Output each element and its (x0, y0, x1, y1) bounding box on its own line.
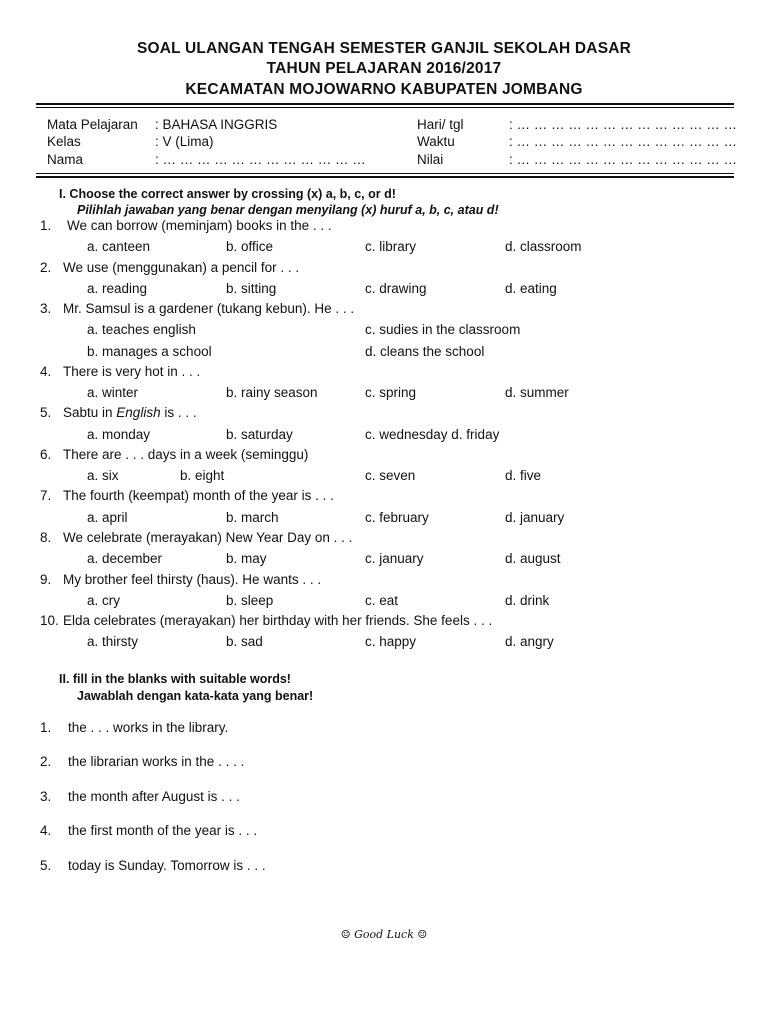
option-a: a. six (87, 468, 119, 483)
question-number: 10. (40, 613, 59, 628)
info-rule-bottom (36, 176, 734, 178)
option-b: b. sad (226, 634, 263, 649)
fill-number: 1. (40, 720, 52, 735)
option-b: b. sleep (226, 593, 274, 608)
fill-number: 2. (40, 754, 52, 769)
section-1-title: I. Choose the correct answer by crossing (x) a, b, c, or d! (59, 187, 396, 201)
option-b: b. march (226, 510, 279, 525)
option-a: a. winter (87, 385, 139, 400)
option-b: b. may (226, 551, 267, 566)
question-text-italic: English (116, 405, 161, 420)
section-2-subtitle: Jawablah dengan kata-kata yang benar! (77, 689, 314, 703)
fill-text: the first month of the year is . . . (68, 823, 258, 838)
option-d: d. summer (505, 385, 569, 400)
question-text: My brother feel thirsty (haus). He wants . . . (63, 572, 322, 587)
option-c: c. spring (365, 385, 417, 400)
header-rule-top-thin (36, 107, 734, 108)
info-label-date: Hari/ tgl (417, 117, 464, 132)
header-rule-top (36, 103, 734, 105)
option-a: a. april (87, 510, 128, 525)
info-value-subject: : BAHASA INGGRIS (155, 117, 278, 132)
question-text: Elda celebrates (merayakan) her birthday with her friends. She feels . . . (63, 613, 493, 628)
option-a: a. canteen (87, 239, 151, 254)
info-value-time: : … … … … … … … … … … … … … (509, 134, 738, 149)
good-luck-footer (0, 928, 768, 941)
fill-text: the librarian works in the . . . . (68, 754, 245, 769)
question-number: 1. (40, 218, 52, 233)
option-c: c. february (365, 510, 429, 525)
question-number: 5. (40, 405, 52, 420)
option-b: b. saturday (226, 427, 293, 442)
option-d: d. eating (505, 281, 557, 296)
option-d: d. five (505, 468, 542, 483)
option-a: a. monday (87, 427, 151, 442)
question-number: 6. (40, 447, 52, 462)
info-value-date: : … … … … … … … … … … … … … (509, 117, 738, 132)
fill-number: 4. (40, 823, 52, 838)
info-rule-thin (36, 173, 734, 174)
info-value-name: : … … … … … … … … … … … … (155, 152, 366, 167)
title-line-1: SOAL ULANGAN TENGAH SEMESTER GANJIL SEKOLAH DASAR (136, 40, 632, 57)
section-2-title: II. fill in the blanks with suitable words! (59, 672, 291, 686)
fill-text: today is Sunday. Tomorrow is . . . (68, 858, 266, 873)
smiley-icon: ☺ (417, 928, 428, 941)
question-text: There is very hot in . . . (63, 364, 201, 379)
option-a: a. teaches english (87, 322, 196, 337)
question-number: 9. (40, 572, 52, 587)
question-text-before: Sabtu in (63, 405, 117, 420)
section-1-subtitle: Pilihlah jawaban yang benar dengan menyilang (x) huruf a, b, c, atau d! (77, 203, 499, 217)
option-a: a. cry (87, 593, 121, 608)
option-c: c. january (365, 551, 424, 566)
option-c: c. drawing (365, 281, 427, 296)
option-c: c. happy (365, 634, 417, 649)
option-c: c. seven (365, 468, 416, 483)
option-d: d. classroom (505, 239, 582, 254)
question-text: Mr. Samsul is a gardener (tukang kebun). He . . . (63, 301, 355, 316)
question-text (63, 405, 197, 420)
info-value-class: : V (Lima) (155, 134, 214, 149)
question-number: 7. (40, 488, 52, 503)
question-number: 2. (40, 260, 52, 275)
info-label-time: Waktu (417, 134, 455, 149)
option-b: b. sitting (226, 281, 277, 296)
smiley-icon: ☺ (340, 928, 351, 941)
option-b: b. rainy season (226, 385, 318, 400)
option-a: a. december (87, 551, 163, 566)
option-d: d. january (505, 510, 565, 525)
option-d: d. angry (505, 634, 554, 649)
option-b: b. eight (180, 468, 225, 483)
option-c: c. eat (365, 593, 399, 608)
fill-text: the month after August is . . . (68, 789, 240, 804)
fill-number: 5. (40, 858, 52, 873)
good-luck-text: Good Luck (354, 928, 414, 941)
question-number: 4. (40, 364, 52, 379)
option-c: c. library (365, 239, 417, 254)
option-b: b. office (226, 239, 274, 254)
option-c: c. sudies in the classroom (365, 322, 521, 337)
info-value-score: : … … … … … … … … … … … … … (509, 152, 738, 167)
fill-text: the . . . works in the library. (68, 720, 229, 735)
question-number: 3. (40, 301, 52, 316)
info-label-class: Kelas (47, 134, 81, 149)
option-d: d. drink (505, 593, 550, 608)
question-text: We use (menggunakan) a pencil for . . . (63, 260, 300, 275)
option-a: a. thirsty (87, 634, 139, 649)
question-text: There are . . . days in a week (seminggu) (63, 447, 309, 462)
option-d: d. cleans the school (365, 344, 485, 359)
title-line-3: KECAMATAN MOJOWARNO KABUPATEN JOMBANG (185, 81, 583, 98)
title-line-2: TAHUN PELAJARAN 2016/2017 (266, 60, 502, 77)
info-label-score: Nilai (417, 152, 444, 167)
option-d: d. august (505, 551, 561, 566)
option-b: b. manages a school (87, 344, 212, 359)
info-label-name: Nama (47, 152, 84, 167)
question-text-after: is . . . (160, 405, 197, 420)
question-number: 8. (40, 530, 52, 545)
fill-number: 3. (40, 789, 52, 804)
option-c-d: c. wednesday d. friday (365, 427, 500, 442)
option-a: a. reading (87, 281, 148, 296)
info-label-subject: Mata Pelajaran (47, 117, 138, 132)
question-text: We celebrate (merayakan) New Year Day on . . . (63, 530, 353, 545)
question-text: We can borrow (meminjam) books in the . . . (67, 218, 332, 233)
question-text: The fourth (keempat) month of the year is . . . (63, 488, 334, 503)
